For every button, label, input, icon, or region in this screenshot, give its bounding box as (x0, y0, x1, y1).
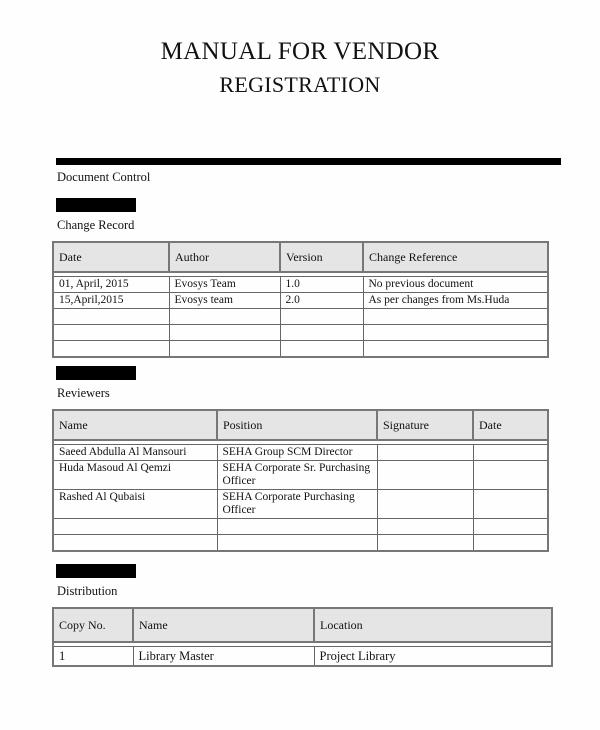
table-cell: Library Master (133, 647, 314, 667)
header-rule (56, 158, 561, 165)
column-header: Position (217, 410, 377, 440)
column-header: Signature (377, 410, 473, 440)
table-row (53, 341, 548, 358)
distribution-table (52, 607, 553, 667)
table-row (53, 293, 548, 309)
table-row (53, 461, 548, 490)
table-row (53, 647, 552, 667)
table-cell: Evosys Team (169, 277, 280, 293)
reviewers-table (52, 409, 549, 552)
reviewers-label: Reviewers (57, 386, 110, 400)
table-cell: Huda Masoud Al Qemzi (53, 461, 217, 490)
table-row (53, 325, 548, 341)
table-cell: 01, April, 2015 (53, 277, 169, 293)
column-header: Version (280, 242, 363, 272)
redaction-bar (56, 564, 136, 578)
column-header: Location (314, 608, 552, 642)
table-cell: SEHA Group SCM Director (217, 445, 377, 461)
table-cell: Project Library (314, 647, 552, 667)
column-header: Author (169, 242, 280, 272)
table-cell: No previous document (363, 277, 548, 293)
table-cell: 1.0 (280, 277, 363, 293)
distribution-label: Distribution (57, 584, 118, 598)
table-row (53, 309, 548, 325)
table-cell: SEHA Corporate Sr. Purchasing Officer (217, 461, 377, 490)
table-row (53, 277, 548, 293)
table-header-row (53, 410, 548, 440)
table-row (53, 535, 548, 552)
table-cell: 15,April,2015 (53, 293, 169, 309)
table-cell: SEHA Corporate Purchasing Officer (217, 490, 377, 519)
column-header: Name (53, 410, 217, 440)
table-row (53, 490, 548, 519)
table-cell: Evosys team (169, 293, 280, 309)
document-control-label: Document Control (57, 170, 151, 184)
column-header: Name (133, 608, 314, 642)
table-row (53, 445, 548, 461)
redaction-bar (56, 366, 136, 380)
table-cell (473, 461, 548, 490)
table-cell: 1 (53, 647, 133, 667)
table-cell (377, 445, 473, 461)
table-cell (377, 490, 473, 519)
table-cell: Saeed Abdulla Al Mansouri (53, 445, 217, 461)
title-line-1: MANUAL FOR VENDOR (160, 38, 440, 65)
change-record-table (52, 241, 549, 358)
table-header-row (53, 242, 548, 272)
column-header: Copy No. (53, 608, 133, 642)
redaction-bar (56, 198, 136, 212)
column-header: Date (473, 410, 548, 440)
table-cell (473, 445, 548, 461)
column-header: Change Reference (363, 242, 548, 272)
column-header: Date (53, 242, 169, 272)
table-cell: Rashed Al Qubaisi (53, 490, 217, 519)
table-cell: 2.0 (280, 293, 363, 309)
table-cell: As per changes from Ms.Huda (363, 293, 548, 309)
title-line-2: REGISTRATION (219, 72, 381, 97)
table-cell (473, 490, 548, 519)
table-header-row (53, 608, 552, 642)
table-row (53, 519, 548, 535)
change-record-label: Change Record (57, 218, 135, 232)
table-cell (377, 461, 473, 490)
